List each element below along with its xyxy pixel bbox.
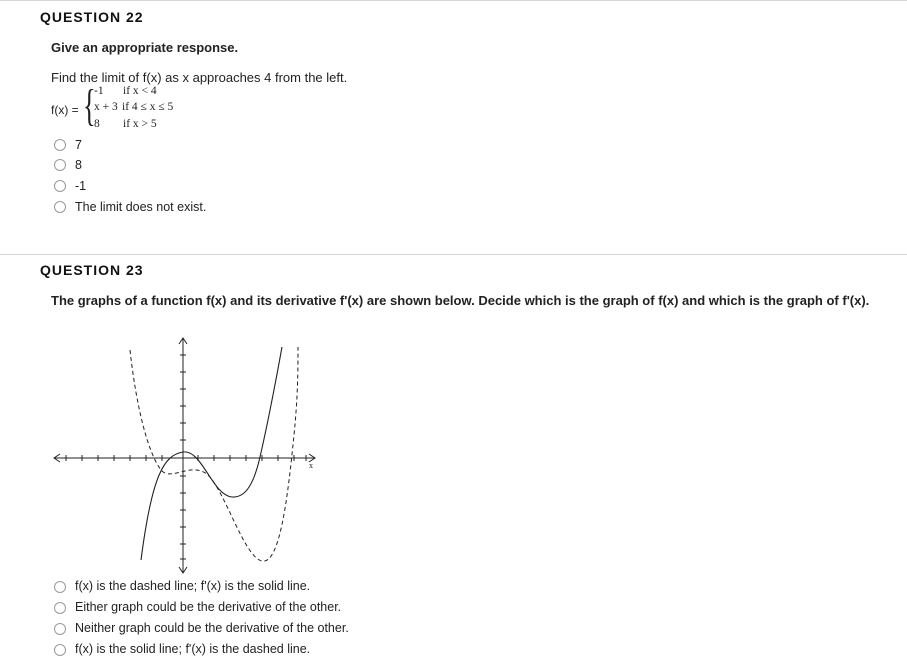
piece-1-expr: -1 — [94, 85, 104, 97]
function-graph — [40, 335, 330, 580]
piecewise-brace: { — [83, 81, 96, 130]
question-23-prompt: The graphs of a function f(x) and its derivative f'(x) are shown below. Decide which is the graph of f(x) and which is the graph of f'(x). — [51, 293, 870, 308]
question-23-title: QUESTION 23 — [40, 262, 144, 278]
q23-option-4-label[interactable]: f(x) is the solid line; f'(x) is the dashed line. — [75, 642, 311, 656]
piece-2-expr: x + 3 — [94, 101, 118, 113]
function-label: f(x) = — [51, 103, 79, 117]
q23-option-4-radio[interactable] — [54, 644, 66, 656]
q23-option-3-label[interactable]: Neither graph could be the derivative of the other. — [75, 621, 349, 635]
q23-option-2-label[interactable]: Either graph could be the derivative of the other. — [75, 600, 342, 614]
q22-option-3-radio[interactable] — [54, 180, 66, 192]
piece-3-cond: if x > 5 — [123, 118, 157, 130]
solid-curve — [141, 347, 282, 560]
question-22-instruction: Give an appropriate response. — [51, 40, 239, 55]
q22-option-1-radio[interactable] — [54, 139, 66, 151]
q23-option-1-radio[interactable] — [54, 581, 66, 593]
q22-option-1-label[interactable]: 7 — [75, 138, 82, 152]
piece-1-cond: if x < 4 — [123, 85, 157, 97]
q22-option-4-radio[interactable] — [54, 201, 66, 213]
q23-option-2-radio[interactable] — [54, 602, 66, 614]
piece-2-cond: if 4 ≤ x ≤ 5 — [122, 101, 174, 113]
x-axis-label: x — [309, 461, 313, 470]
q22-option-2-radio[interactable] — [54, 159, 66, 171]
piece-3-expr: 8 — [94, 118, 100, 130]
question-22-title: QUESTION 22 — [40, 9, 144, 25]
q23-option-3-radio[interactable] — [54, 623, 66, 635]
dashed-curve — [130, 347, 298, 561]
q22-option-4-label[interactable]: The limit does not exist. — [75, 200, 207, 214]
q22-option-2-label[interactable]: 8 — [75, 158, 82, 172]
question-22-prompt: Find the limit of f(x) as x approaches 4 from the left. — [51, 70, 348, 85]
q23-option-1-label[interactable]: f(x) is the dashed line; f'(x) is the solid line. — [75, 579, 311, 593]
q22-option-3-label[interactable]: -1 — [75, 179, 87, 193]
